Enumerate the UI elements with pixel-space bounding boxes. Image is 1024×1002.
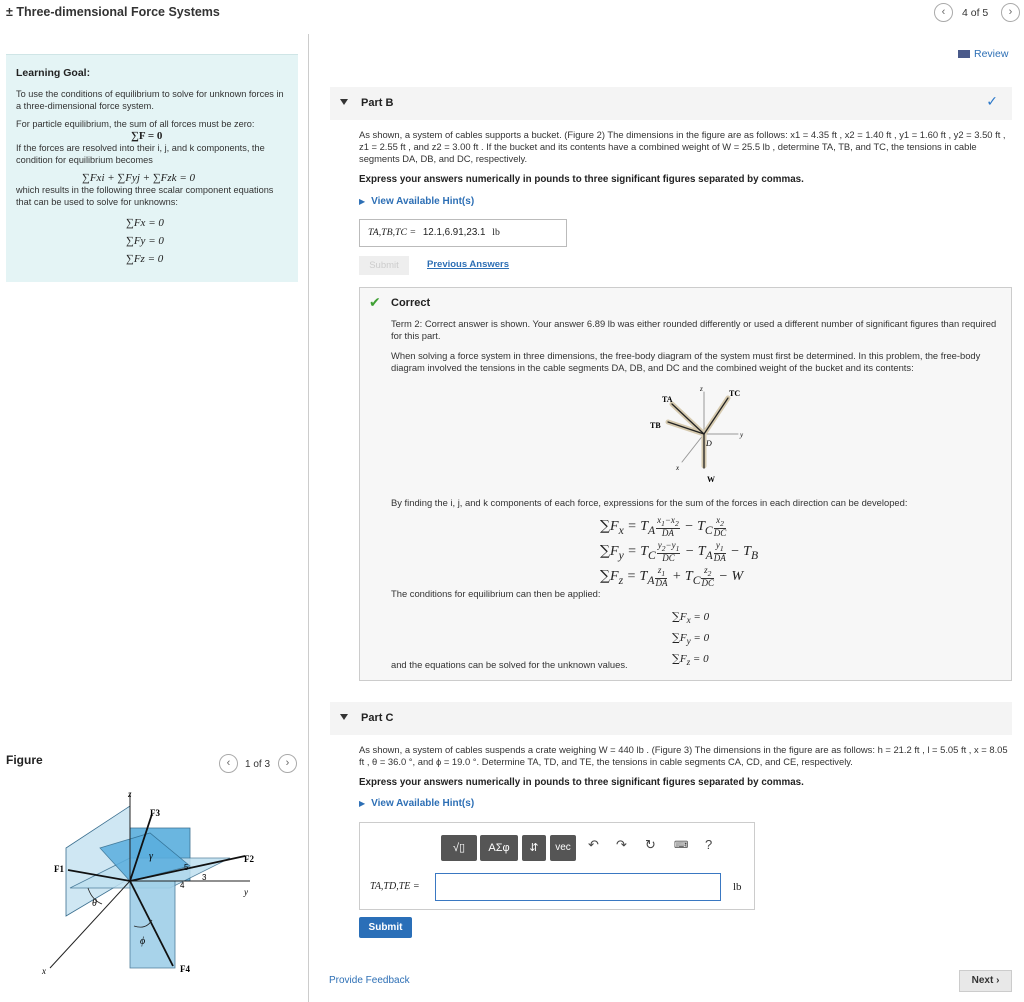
sum-fz-expression: $\sum F_z = T_A$ $\frac{z_1}{DA}$ + $T_C$ $\frac{z_2}{DC}$ − W xyxy=(600,564,744,588)
part-c-answer-editor xyxy=(359,822,755,910)
checkmark-icon: ✓ xyxy=(986,93,998,109)
part-b-answer-field[interactable] xyxy=(359,219,567,247)
part-b-hint-link[interactable] xyxy=(359,196,474,207)
fig-slope-4: 4 xyxy=(180,881,185,890)
part-c-question: As shown, a system of cables suspends a crate weighing W = 440 lb . (Figure 3) The dimensions in the figure are as follows: h = 21.2 ft , l = 5.05 ft , x = 8.05 ft , θ = 36.0 °, and ϕ = 19.0 °. Determine TA, TD, and TE, the tensions in cable segments CA, CD, and CE, respectively. xyxy=(359,744,1008,767)
part-b-answer-unit: lb xyxy=(492,227,500,238)
page-title: ± Three-dimensional Force Systems xyxy=(6,5,220,19)
part-c-header[interactable] xyxy=(330,702,1012,735)
column-divider xyxy=(308,34,309,1002)
review-link[interactable] xyxy=(958,48,1008,60)
fig-slope-5: 5 xyxy=(184,863,189,872)
part-c-label: Part C xyxy=(361,712,394,724)
fig-slope-3: 3 xyxy=(202,873,207,882)
part-c-answer-label: TA,TD,TE = xyxy=(370,881,420,892)
next-item-button[interactable] xyxy=(1001,3,1020,22)
correct-title: Correct xyxy=(391,297,431,309)
caret-right-icon: ▶ xyxy=(359,197,366,206)
review-label: Review xyxy=(974,48,1009,60)
free-body-diagram xyxy=(630,384,760,494)
feedback-components-text: By finding the i, j, and k components of each force, expressions for the sum of the forces in each direction can be developed: xyxy=(391,497,908,508)
equation-components: ∑Fxi + ∑Fyj + ∑Fzk = 0 xyxy=(82,172,195,184)
d-point-label: D xyxy=(706,439,712,448)
part-c-hint-link[interactable] xyxy=(359,798,474,809)
part-c-hint-label: View Available Hint(s) xyxy=(371,798,475,809)
templates-button[interactable]: √▯ xyxy=(441,835,477,861)
fig-f4-label: F4 xyxy=(180,964,190,974)
fig-y-label: y xyxy=(244,887,248,897)
fig-phi-label: ϕ xyxy=(140,936,146,947)
part-b-hint-label: View Available Hint(s) xyxy=(371,196,475,207)
feedback-conditions-text: The conditions for equilibrium can then be applied: xyxy=(391,588,601,599)
collapse-caret-icon xyxy=(340,714,348,720)
reset-icon[interactable]: ↻ xyxy=(645,837,656,852)
fig-x-label: x xyxy=(42,966,46,976)
part-b-answer-label: TA,TB,TC = xyxy=(368,227,417,238)
figure-next-button[interactable] xyxy=(278,754,297,773)
condition-fz: $\sum F_z = 0$ xyxy=(672,652,709,668)
chevron-right-icon: › xyxy=(285,757,290,769)
chevron-left-icon: ‹ xyxy=(941,6,946,18)
part-b-header[interactable] xyxy=(330,87,1012,120)
sum-fy-expression: $\sum F_y = T_C$ $\frac{y_2-y_1}{DC}$ − $T_A$ $\frac{y_1}{DA}$ − $T_B$ xyxy=(600,539,759,563)
help-button[interactable]: ? xyxy=(705,837,713,852)
top-bar xyxy=(0,0,1024,26)
learning-goal-text-1: For particle equilibrium, the sum of all forces must be zero: xyxy=(16,119,255,129)
fig-theta-label: θ xyxy=(92,898,97,909)
keyboard-icon[interactable]: ⌨ xyxy=(674,840,689,851)
chevron-left-icon: ‹ xyxy=(226,757,231,769)
part-c-submit-button[interactable]: Submit xyxy=(359,917,412,938)
z-axis-label: z xyxy=(700,385,703,393)
part-c-answer-unit: lb xyxy=(733,881,742,893)
fig-f3-label: F3 xyxy=(150,808,160,818)
vector-button[interactable]: vec xyxy=(550,835,576,861)
item-pager: 4 of 5 xyxy=(962,7,989,19)
figure-label: Figure xyxy=(6,753,43,767)
learning-goal-intro: To use the conditions of equilibrium to solve for unknown forces in a three-dimensional force system. xyxy=(16,89,284,111)
part-b-label: Part B xyxy=(361,97,394,109)
part-b-answer-value: 12.1,6.91,23.1 xyxy=(422,227,486,238)
provide-feedback-link[interactable]: Provide Feedback xyxy=(329,975,410,986)
equation-fz: ∑Fz = 0 xyxy=(126,253,164,265)
x-axis-label: x xyxy=(676,464,680,472)
sum-force-equations xyxy=(600,516,758,591)
y-axis-label: y xyxy=(740,431,744,439)
part-b-submit-button[interactable]: Submit xyxy=(359,256,409,275)
caret-right-icon: ▶ xyxy=(359,799,366,808)
fig-z-label: z xyxy=(128,789,132,799)
symbols-button[interactable]: AΣφ xyxy=(480,835,518,861)
tb-label: TB xyxy=(650,421,661,430)
learning-goal-heading: Learning Goal: xyxy=(16,67,91,79)
chevron-right-icon: › xyxy=(1008,6,1013,18)
fig-f1-label: F1 xyxy=(54,864,64,874)
part-c-instruction: Express your answers numerically in pounds to three significant figures separated by commas. xyxy=(359,777,804,788)
w-label: W xyxy=(707,475,715,484)
feedback-term2: Term 2: Correct answer is shown. Your answer 6.89 lb was either rounded differently or used a different number of significant figures than required for this part. xyxy=(391,318,997,341)
undo-icon[interactable]: ↶ xyxy=(588,837,599,852)
correct-check-icon: ✔ xyxy=(369,294,381,310)
fig-f2-label: F2 xyxy=(244,854,254,864)
learning-goal-text-2: If the forces are resolved into their i, j, and k components, the condition for equilibrium becomes xyxy=(16,143,265,165)
figure-force-diagram xyxy=(30,788,280,988)
chevron-right-icon: › xyxy=(996,975,1000,986)
part-b-question: As shown, a system of cables supports a bucket. (Figure 2) The dimensions in the figure are as follows: x1 = 4.35 ft , x2 = 1.40 ft , y1 = 1.60 ft , y2 = 3.50 ft , z1 = 2.55 ft , and z2 = 3.00 ft . If the bucket and its contents have a combined weight of W = 25.5 lb , determine TA, TB, and TC, the tensions in cable segments DA, DB, and DC, respectively. xyxy=(359,129,1006,164)
ta-label: TA xyxy=(662,395,673,404)
feedback-solve-text: and the equations can be solved for the unknown values. xyxy=(391,659,628,670)
tc-label: TC xyxy=(729,389,741,398)
book-icon xyxy=(958,50,970,58)
part-b-instruction: Express your answers numerically in pounds to three significant figures separated by commas. xyxy=(359,174,804,185)
collapse-caret-icon xyxy=(340,99,348,105)
equation-fx: ∑Fx = 0 xyxy=(126,217,164,229)
fig-gamma-label: γ xyxy=(149,851,153,862)
figure-pager: 1 of 3 xyxy=(245,759,271,770)
learning-goal-text-3: which results in the following three scalar component equations that can be used to solve for unknowns: xyxy=(16,185,274,207)
sum-fx-expression: $\sum F_x = T_A$ $\frac{x_1-x_2}{DA}$ − $T_C$ $\frac{x_2}{DC}$ xyxy=(600,515,727,538)
condition-fx: $\sum F_x = 0$ xyxy=(672,610,710,626)
equation-sum-f: ∑F = 0 xyxy=(131,130,163,142)
correct-feedback-box xyxy=(359,287,1012,681)
scalar-equations xyxy=(126,214,288,268)
feedback-explanation: When solving a force system in three dimensions, the free-body diagram of the system must first be determined. In this problem, the free-body diagram involved the tensions in the cable segments DA, DB, and DC and the combined weight of the bucket and its contents: xyxy=(391,350,981,373)
redo-icon[interactable]: ↷ xyxy=(616,837,627,852)
next-label: Next xyxy=(971,975,994,986)
equation-fy: ∑Fy = 0 xyxy=(126,235,164,247)
arrows-button[interactable]: ⇵ xyxy=(522,835,546,861)
prev-item-button[interactable] xyxy=(934,3,953,22)
condition-fy: $\sum F_y = 0$ xyxy=(672,631,710,647)
learning-goal-box xyxy=(6,54,298,282)
next-button[interactable] xyxy=(959,970,1012,992)
figure-prev-button[interactable] xyxy=(219,754,238,773)
part-c-answer-input[interactable] xyxy=(435,873,721,901)
previous-answers-link[interactable]: Previous Answers xyxy=(427,259,510,270)
